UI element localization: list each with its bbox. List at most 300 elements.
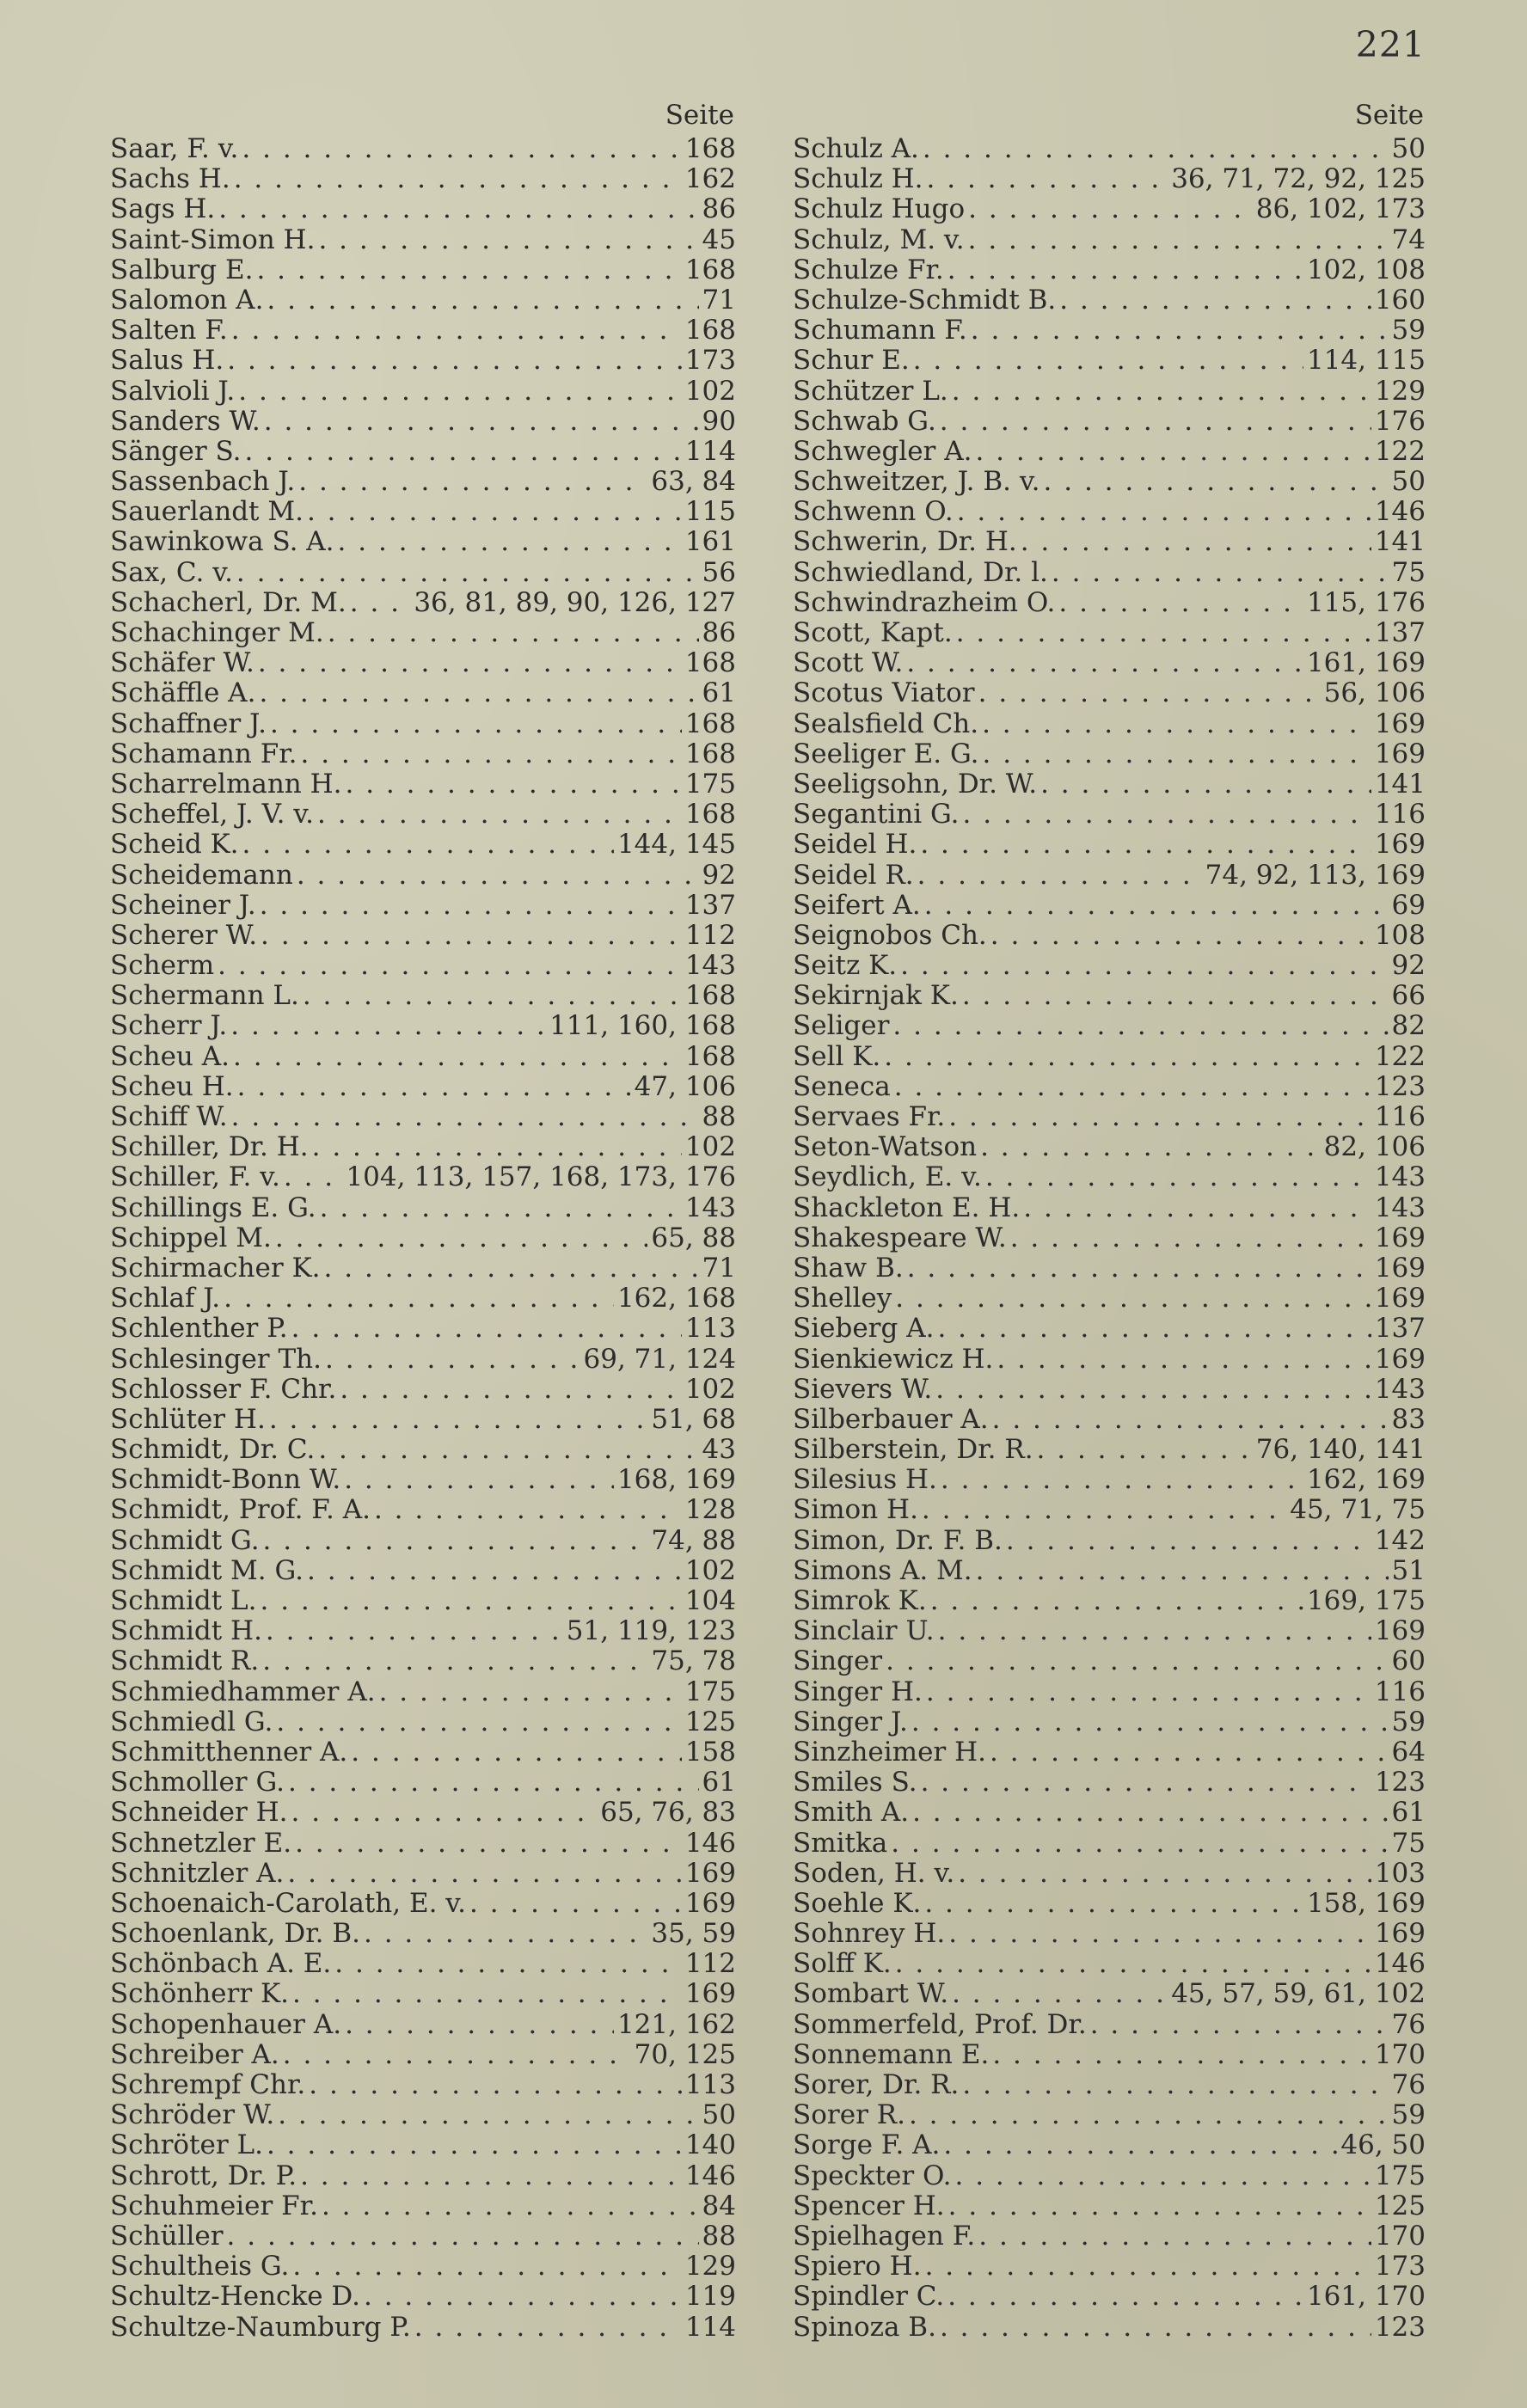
dot-leader — [242, 830, 614, 860]
index-entry — [793, 1253, 1426, 1284]
entry-name: Schlaf J. — [110, 1284, 221, 1314]
entry-name: Schulz H. — [793, 164, 923, 195]
dot-leader — [283, 2040, 631, 2070]
dot-leader — [1010, 1223, 1371, 1253]
entry-pages: 168 — [684, 738, 736, 769]
dot-leader — [245, 437, 682, 467]
entry-pages: 142 — [1374, 1525, 1426, 1556]
dot-leader — [884, 1042, 1371, 1072]
index-entry — [110, 194, 736, 224]
entry-pages: 84 — [702, 2190, 736, 2221]
entry-pages: 162, 168 — [616, 1284, 736, 1314]
entry-pages: 102 — [684, 1374, 736, 1405]
entry-name: Schrott, Dr. P. — [110, 2160, 297, 2191]
index-entry — [110, 1465, 736, 1495]
index-entry — [793, 1889, 1426, 1919]
dot-leader — [976, 1556, 1389, 1586]
index-entry — [793, 2130, 1426, 2160]
dot-leader — [374, 1495, 682, 1525]
dot-leader — [948, 2191, 1371, 2221]
entry-pages: 143 — [684, 1192, 736, 1223]
dot-leader — [275, 1223, 648, 1253]
dot-leader — [261, 921, 682, 951]
dot-leader — [1037, 1435, 1253, 1465]
index-entry — [793, 739, 1426, 769]
dot-leader — [231, 316, 682, 346]
index-entry — [110, 285, 736, 316]
index-entry — [110, 558, 736, 588]
entry-pages: 141 — [1374, 769, 1426, 800]
index-entry — [793, 1586, 1426, 1616]
entry-pages: 137 — [1374, 618, 1426, 648]
index-entry — [793, 830, 1426, 860]
index-entry — [793, 921, 1426, 951]
entry-name: Schwiedland, Dr. l. — [793, 557, 1048, 588]
index-entry — [793, 2161, 1426, 2191]
entry-pages: 168 — [684, 648, 736, 679]
entry-name: Schützer L. — [793, 376, 948, 407]
dot-leader — [295, 1829, 682, 1859]
dot-leader — [947, 2282, 1303, 2312]
entry-pages: 76, 140, 141 — [1255, 1435, 1426, 1466]
entry-pages: 168, 169 — [616, 1465, 736, 1496]
entry-name: Saar, F. v. — [110, 134, 239, 164]
index-entry — [793, 1677, 1426, 1707]
dot-leader — [886, 1646, 1388, 1676]
entry-pages: 83 — [1391, 1404, 1426, 1435]
entry-name: Schmidt-Bonn W. — [110, 1465, 341, 1496]
entry-name: Schneider H. — [110, 1798, 288, 1829]
entry-name: Speckter O. — [793, 2160, 952, 2191]
dot-leader — [256, 255, 681, 285]
entry-pages: 66 — [1391, 981, 1426, 1012]
dot-leader — [307, 1556, 682, 1586]
index-entry — [110, 255, 736, 285]
index-entry — [110, 1253, 736, 1284]
dot-leader — [982, 739, 1371, 769]
entry-name: Sombart W. — [793, 1979, 949, 2010]
index-entry — [793, 1072, 1426, 1102]
index-entry — [110, 921, 736, 951]
column-header-seite: Seite — [1354, 100, 1424, 131]
dot-leader — [992, 2040, 1371, 2070]
entry-name: Schwegler A. — [793, 436, 972, 467]
dot-leader — [287, 1859, 681, 1889]
entry-name: Schulze Fr. — [793, 254, 944, 285]
entry-pages: 56, 106 — [1323, 678, 1426, 709]
entry-pages: 45, 57, 59, 61, 102 — [1171, 1979, 1426, 2010]
entry-name: Sienkiewicz H. — [793, 1344, 994, 1375]
entry-name: Schillings E. G. — [110, 1192, 316, 1223]
entry-name: Schmitthenner A. — [110, 1737, 348, 1768]
dot-leader — [957, 497, 1371, 527]
entry-pages: 169 — [1374, 1616, 1426, 1647]
dot-leader — [940, 407, 1371, 437]
entry-name: Schumann F. — [793, 316, 967, 346]
index-entry — [110, 1284, 736, 1314]
entry-name: Schiff W. — [110, 1102, 228, 1132]
entry-name: Seifert A. — [793, 890, 921, 921]
dot-leader — [242, 134, 681, 164]
entry-name: Sieberg A. — [793, 1314, 935, 1345]
dot-leader — [952, 377, 1371, 407]
entry-name: Schulz Hugo — [793, 194, 966, 225]
entry-name: Sell K. — [793, 1041, 881, 1072]
entry-pages: 102 — [684, 1132, 736, 1163]
entry-pages: 169 — [1374, 708, 1426, 739]
index-entry — [110, 164, 736, 194]
dot-leader — [948, 1102, 1371, 1132]
entry-name: Simons A. M. — [793, 1555, 972, 1586]
dot-leader — [346, 769, 682, 800]
entry-pages: 59 — [1391, 1706, 1426, 1737]
entry-pages: 116 — [1374, 800, 1426, 830]
dot-leader — [300, 739, 681, 769]
entry-pages: 168 — [684, 254, 736, 285]
entry-pages: 169 — [1374, 1344, 1426, 1375]
entry-name: Schüller — [110, 2221, 224, 2252]
entry-pages: 76 — [1391, 2009, 1426, 2040]
entry-name: Schlenther P. — [110, 1314, 288, 1345]
entry-name: Schmidt, Dr. C. — [110, 1435, 316, 1466]
entry-pages: 146 — [1374, 1949, 1426, 1980]
column-header-seite: Seite — [665, 100, 734, 131]
dot-leader — [1052, 558, 1389, 588]
dot-leader — [234, 164, 682, 194]
entry-name: Smiles S. — [793, 1768, 917, 1798]
dot-leader — [233, 1042, 682, 1072]
dot-leader — [909, 2100, 1389, 2130]
entry-pages: 158 — [684, 1737, 736, 1768]
dot-leader — [978, 678, 1321, 708]
index-entry — [110, 1859, 736, 1889]
entry-name: Schur E. — [793, 346, 910, 377]
index-entry — [793, 1132, 1426, 1162]
entry-pages: 102 — [684, 1555, 736, 1586]
entry-name: Scherer W. — [110, 920, 258, 951]
dot-leader — [921, 1768, 1371, 1798]
entry-pages: 170 — [1374, 2221, 1426, 2252]
entry-pages: 168 — [684, 800, 736, 830]
entry-pages: 169 — [684, 1888, 736, 1919]
index-entry — [110, 1919, 736, 1949]
entry-pages: 43 — [702, 1435, 736, 1466]
index-entry — [110, 2191, 736, 2221]
dot-leader — [982, 709, 1371, 739]
index-entry — [110, 1102, 736, 1132]
entry-name: Seton-Watson — [793, 1132, 978, 1163]
entry-name: Schröter L. — [110, 2130, 263, 2161]
dot-leader — [297, 861, 699, 891]
index-entry — [793, 407, 1426, 437]
index-entry — [793, 1919, 1426, 1949]
entry-name: Salus H. — [110, 346, 224, 377]
index-entry — [793, 2252, 1426, 2282]
index-entry — [793, 1526, 1426, 1556]
entry-pages: 65, 88 — [651, 1222, 736, 1253]
index-entry — [110, 891, 736, 921]
entry-name: Schmidt M. G. — [110, 1555, 304, 1586]
index-entry — [793, 861, 1426, 891]
entry-name: Schmoller G. — [110, 1768, 285, 1798]
index-entry — [110, 377, 736, 407]
entry-name: Seeligsohn, Dr. W. — [793, 769, 1038, 800]
entry-pages: 71 — [702, 285, 736, 316]
entry-name: Schultz-Hencke D. — [110, 2282, 361, 2313]
entry-name: Sachs H. — [110, 164, 230, 195]
entry-pages: 168 — [684, 134, 736, 164]
dot-leader — [414, 2313, 682, 2343]
index-entry-list — [793, 134, 1426, 2343]
index-entry — [793, 2313, 1426, 2343]
index-entry — [110, 2070, 736, 2100]
entry-name: Silesius H. — [793, 1465, 937, 1496]
dot-leader — [930, 1586, 1303, 1616]
dot-leader — [948, 1919, 1371, 1949]
entry-name: Smitka — [793, 1828, 888, 1859]
entry-name: Singer H. — [793, 1676, 923, 1707]
entry-pages: 90 — [702, 406, 736, 437]
index-entry — [793, 618, 1426, 648]
index-entry — [110, 1646, 736, 1676]
entry-name: Schulze-Schmidt B. — [793, 285, 1057, 316]
entry-name: Singer J. — [793, 1706, 908, 1737]
entry-name: Seitz K. — [793, 951, 898, 982]
index-entry — [110, 951, 736, 981]
dot-leader — [307, 497, 682, 527]
index-entry — [110, 1616, 736, 1646]
entry-name: Schippel M. — [110, 1222, 272, 1253]
entry-name: Sievers W. — [793, 1374, 933, 1405]
entry-pages: 86 — [702, 194, 736, 225]
dot-leader — [906, 648, 1303, 678]
dot-leader — [1090, 2010, 1389, 2040]
entry-pages: 141 — [1374, 527, 1426, 558]
entry-name: Schaffner J. — [110, 708, 267, 739]
dot-leader — [935, 1375, 1371, 1405]
index-entry — [793, 648, 1426, 678]
index-entry — [793, 225, 1426, 255]
index-entry — [110, 2130, 736, 2160]
entry-name: Sorer R. — [793, 2100, 905, 2131]
dot-leader — [230, 1011, 546, 1041]
index-entry — [110, 134, 736, 164]
entry-pages: 63, 84 — [651, 467, 736, 498]
index-entry — [110, 739, 736, 769]
index-entry — [793, 1284, 1426, 1314]
dot-leader — [264, 407, 699, 437]
entry-pages: 128 — [684, 1495, 736, 1526]
index-entry — [793, 2070, 1426, 2100]
dot-leader — [894, 1072, 1371, 1102]
entry-name: Soden, H. v. — [793, 1858, 955, 1889]
index-entry — [110, 1768, 736, 1798]
dot-leader — [298, 467, 647, 497]
index-entry — [793, 134, 1426, 164]
entry-pages: 168 — [684, 316, 736, 346]
index-entry — [110, 1193, 736, 1223]
dot-leader — [912, 1798, 1388, 1828]
index-entry — [793, 1011, 1426, 1041]
entry-pages: 116 — [1374, 1102, 1426, 1132]
index-entry — [793, 1223, 1426, 1253]
entry-pages: 69, 71, 124 — [583, 1344, 736, 1375]
dot-leader — [224, 1284, 614, 1314]
entry-name: Scheiner J. — [110, 890, 256, 921]
index-entry — [110, 1949, 736, 1979]
entry-name: Sorer, Dr. R. — [793, 2070, 960, 2100]
entry-name: Scott W. — [793, 648, 904, 679]
entry-pages: 137 — [1374, 1314, 1426, 1345]
dot-leader — [262, 1646, 647, 1676]
entry-name: Seliger — [793, 1011, 890, 1042]
entry-name: Spiero H. — [793, 2252, 922, 2282]
dot-leader — [990, 1737, 1389, 1768]
dot-leader — [968, 194, 1253, 224]
entry-pages: 173 — [684, 346, 736, 377]
entry-pages: 115, 176 — [1306, 587, 1426, 618]
index-entry — [793, 164, 1426, 194]
index-entry — [793, 1193, 1426, 1223]
entry-pages: 103 — [1374, 1858, 1426, 1889]
entry-name: Schirmacher K. — [110, 1253, 321, 1284]
dot-leader — [924, 1889, 1303, 1919]
entry-pages: 56 — [702, 557, 736, 588]
entry-name: Seydlich, E. v. — [793, 1162, 982, 1193]
entry-name: Salomon A. — [110, 285, 264, 316]
dot-leader — [971, 316, 1389, 346]
index-column-right — [793, 96, 1426, 2343]
dot-leader — [892, 1011, 1388, 1041]
dot-leader — [1044, 467, 1389, 497]
entry-name: Schopenhauer A. — [110, 2009, 342, 2040]
entry-pages: 61 — [1391, 1798, 1426, 1829]
index-entry — [110, 1435, 736, 1465]
index-entry — [110, 467, 736, 497]
index-entry — [110, 1979, 736, 2009]
entry-name: Schamann Fr. — [110, 738, 297, 769]
dot-leader — [968, 225, 1389, 255]
entry-name: Solff K. — [793, 1949, 892, 1980]
dot-leader — [937, 1314, 1371, 1344]
entry-pages: 169, 175 — [1306, 1586, 1426, 1616]
entry-name: Seignobos Ch. — [793, 920, 987, 951]
entry-name: Seidel R. — [793, 860, 914, 891]
index-entry — [793, 1829, 1426, 1859]
entry-name: Schoenlank, Dr. B. — [110, 1919, 361, 1950]
entry-name: Schulz A. — [793, 134, 919, 164]
index-entry — [110, 861, 736, 891]
index-entry — [793, 1556, 1426, 1586]
entry-pages: 143 — [1374, 1162, 1426, 1193]
entry-pages: 123 — [1374, 2312, 1426, 2343]
entry-name: Schönbach A. E. — [110, 1949, 332, 1980]
entry-pages: 169 — [1374, 1253, 1426, 1284]
index-entry — [110, 2282, 736, 2312]
dot-leader — [924, 891, 1389, 921]
entry-pages: 88 — [702, 2221, 736, 2252]
entry-name: Schwab G. — [793, 406, 936, 437]
entry-pages: 75 — [1391, 1828, 1426, 1859]
entry-pages: 60 — [1391, 1646, 1426, 1677]
index-entry — [793, 2221, 1426, 2252]
entry-name: Scherr J. — [110, 1011, 228, 1042]
index-entry — [110, 1495, 736, 1525]
dot-leader — [997, 1345, 1371, 1375]
index-entry — [793, 285, 1426, 316]
dot-leader — [1006, 1526, 1371, 1556]
entry-name: Sauerlandt M. — [110, 497, 304, 528]
dot-leader — [941, 1465, 1303, 1495]
entry-pages: 74 — [1391, 224, 1426, 255]
entry-name: Schnitzler A. — [110, 1858, 285, 1889]
dot-leader — [926, 1677, 1371, 1707]
index-entry — [793, 194, 1426, 224]
entry-name: Schmiedhammer A. — [110, 1676, 376, 1707]
dot-leader — [334, 1949, 682, 1979]
entry-pages: 168 — [684, 981, 736, 1012]
entry-name: Seidel H. — [793, 830, 917, 861]
entry-pages: 169 — [1374, 1222, 1426, 1253]
entry-pages: 36, 71, 72, 92, 125 — [1171, 164, 1426, 195]
index-entry — [793, 891, 1426, 921]
entry-name: Schönherr K. — [110, 1979, 290, 2010]
index-entry — [793, 1707, 1426, 1737]
entry-name: Salvioli J. — [110, 376, 236, 407]
entry-pages: 160 — [1374, 285, 1426, 316]
entry-name: Schweitzer, J. B. v. — [793, 467, 1040, 498]
index-entry — [793, 1949, 1426, 1979]
dot-leader — [237, 1072, 631, 1102]
entry-pages: 88 — [702, 1102, 736, 1132]
index-entry — [110, 1132, 736, 1162]
entry-name: Spindler C. — [793, 2282, 945, 2313]
dot-leader — [284, 1162, 343, 1192]
dot-leader — [911, 1707, 1389, 1737]
index-entry — [110, 437, 736, 467]
entry-name: Simon, Dr. F. B. — [793, 1525, 1003, 1556]
entry-name: Scheu H. — [110, 1071, 234, 1102]
index-entry — [793, 800, 1426, 830]
index-entry — [110, 2221, 736, 2252]
dot-leader — [1058, 588, 1303, 618]
dot-leader — [947, 255, 1303, 285]
index-entry — [110, 2252, 736, 2282]
entry-name: Shackleton E. H. — [793, 1192, 1021, 1223]
dot-leader — [260, 891, 682, 921]
entry-pages: 47, 106 — [634, 1071, 736, 1102]
index-entry — [793, 1435, 1426, 1465]
entry-name: Sonnemann E. — [793, 2039, 990, 2070]
dot-leader — [920, 830, 1371, 860]
entry-pages: 45, 71, 75 — [1290, 1495, 1426, 1526]
entry-pages: 129 — [1374, 376, 1426, 407]
dot-leader — [992, 1405, 1389, 1435]
entry-pages: 169 — [1374, 1284, 1426, 1314]
dot-leader — [227, 346, 682, 376]
entry-pages: 92 — [1391, 951, 1426, 982]
index-entry — [793, 709, 1426, 739]
entry-pages: 114 — [684, 2312, 736, 2343]
index-entry — [793, 2100, 1426, 2130]
entry-name: Spinoza B. — [793, 2312, 936, 2343]
index-entry — [793, 1495, 1426, 1525]
dot-leader — [267, 285, 698, 316]
index-entry — [110, 1586, 736, 1616]
dot-leader — [975, 437, 1371, 467]
entry-pages: 45 — [702, 224, 736, 255]
dot-leader — [345, 2010, 614, 2040]
